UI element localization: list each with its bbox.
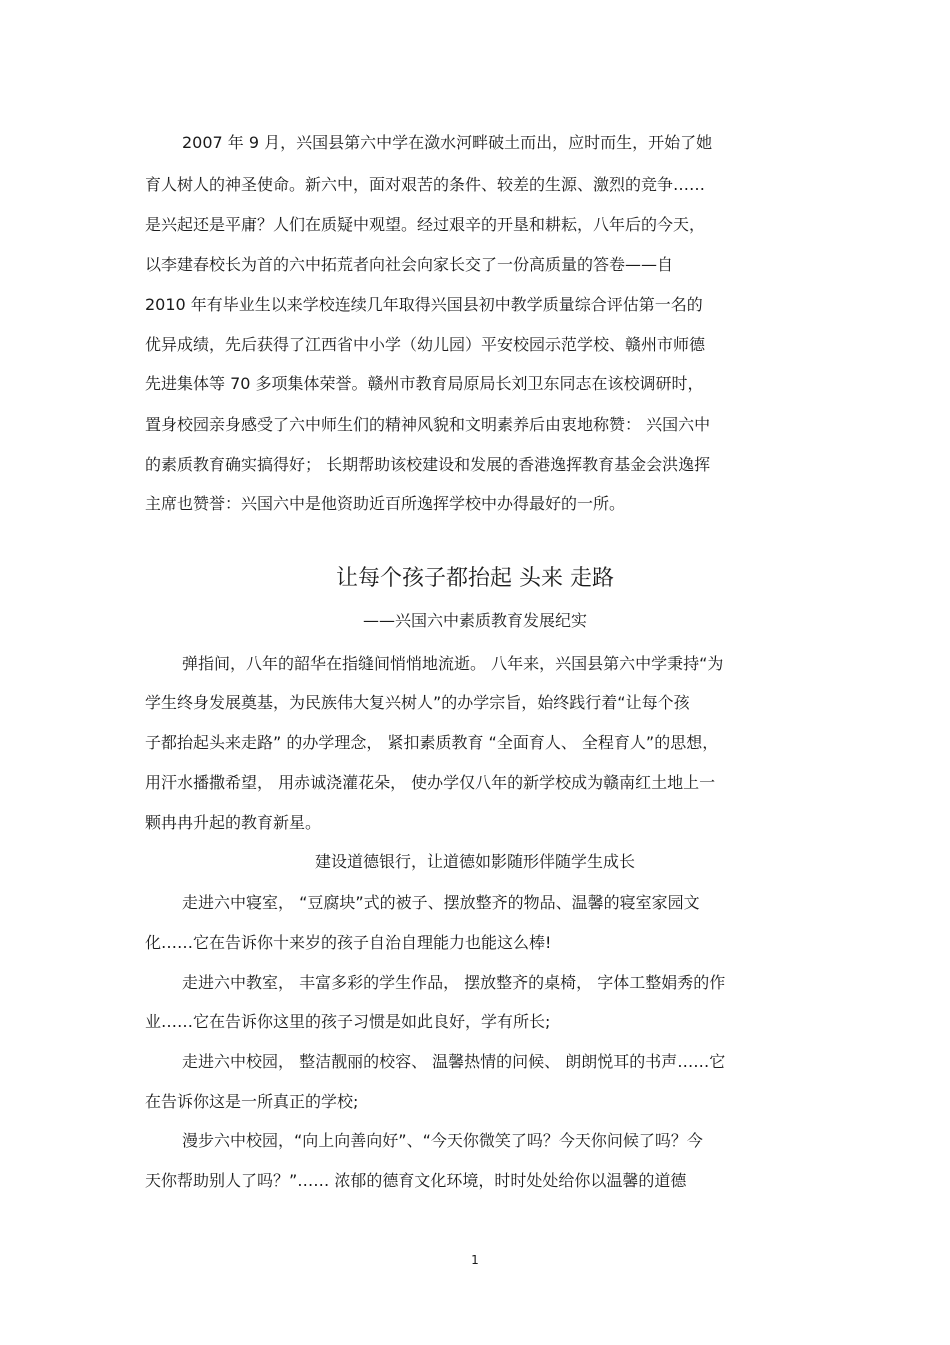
- body-line: 走进六中寝室， “豆腐块”式的被子、摆放整齐的物品、温馨的寝室家园文: [182, 893, 700, 912]
- intro-line: 以李建春校长为首的六中拓荒者向社会向家长交了一份高质量的答卷——自: [145, 255, 674, 274]
- body-line: 天你帮助别人了吗？”…… 浓郁的德育文化环境，时时处处给你以温馨的道德: [145, 1171, 687, 1190]
- intro-line: 2007 年 9 月，兴国县第六中学在潋水河畔破土而出，应时而生，开始了她: [182, 133, 713, 152]
- intro-line: 2010 年有毕业生以来学校连续几年取得兴国县初中教学质量综合评估第一名的: [145, 295, 703, 314]
- body-line: 颗冉冉升起的教育新星。: [145, 813, 322, 832]
- intro-line: 置身校园亲身感受了六中师生们的精神风貌和文明素养后由衷地称赞： 兴国六中: [145, 415, 711, 434]
- body-line: 业……它在告诉你这里的孩子习惯是如此良好，学有所长;: [145, 1012, 551, 1031]
- body-line: 化……它在告诉你十来岁的孩子自治自理能力也能这么棒!: [145, 933, 552, 952]
- section-heading: 建设道德银行，让道德如影随形伴随学生成长: [314, 852, 635, 871]
- intro-line: 优异成绩，先后获得了江西省中小学（幼儿园）平安校园示范学校、赣州市师德: [145, 335, 706, 354]
- page-number: 1: [471, 1253, 479, 1267]
- body-line: 走进六中校园， 整洁靓丽的校容、 温馨热情的问候、 朗朗悦耳的书声……它: [182, 1052, 726, 1071]
- article-subtitle: ——兴国六中素质教育发展纪实: [362, 611, 587, 630]
- body-line: 弹指间，八年的韶华在指缝间悄悄地流逝。 八年来，兴国县第六中学秉持“为: [182, 654, 724, 673]
- intro-line: 育人树人的神圣使命。新六中，面对艰苦的条件、较差的生源、激烈的竞争……: [145, 175, 706, 194]
- body-line: 用汗水播撒希望， 用赤诚浇灌花朵， 使办学仅八年的新学校成为赣南红土地上一: [145, 773, 716, 792]
- body-line: 学生终身发展奠基，为民族伟大复兴树人”的办学宗旨，始终践行着“让每个孩: [145, 693, 690, 712]
- body-line: 漫步六中校园，“向上向善向好”、“今天你微笑了吗？今天你问候了吗？今: [182, 1131, 703, 1150]
- intro-line: 是兴起还是平庸？人们在质疑中观望。经过艰辛的开垦和耕耘，八年后的今天，: [145, 215, 706, 234]
- intro-line: 主席也赞誉：兴国六中是他资助近百所逸挥学校中办得最好的一所。: [145, 494, 626, 513]
- body-line: 在告诉你这是一所真正的学校;: [145, 1092, 359, 1111]
- article-title: 让每个孩子都抬起 头来 走路: [336, 566, 614, 591]
- intro-line: 的素质教育确实搞得好； 长期帮助该校建设和发展的香港逸挥教育基金会洪逸挥: [145, 455, 711, 474]
- intro-line: 先进集体等 70 多项集体荣誉。赣州市教育局原局长刘卫东同志在该校调研时，: [145, 374, 704, 393]
- body-line: 子都抬起头来走路” 的办学理念， 紧扣素质教育 “全面育人、 全程育人”的思想，: [145, 733, 719, 752]
- body-line: 走进六中教室， 丰富多彩的学生作品， 摆放整齐的桌椅， 字体工整娟秀的作: [182, 973, 726, 992]
